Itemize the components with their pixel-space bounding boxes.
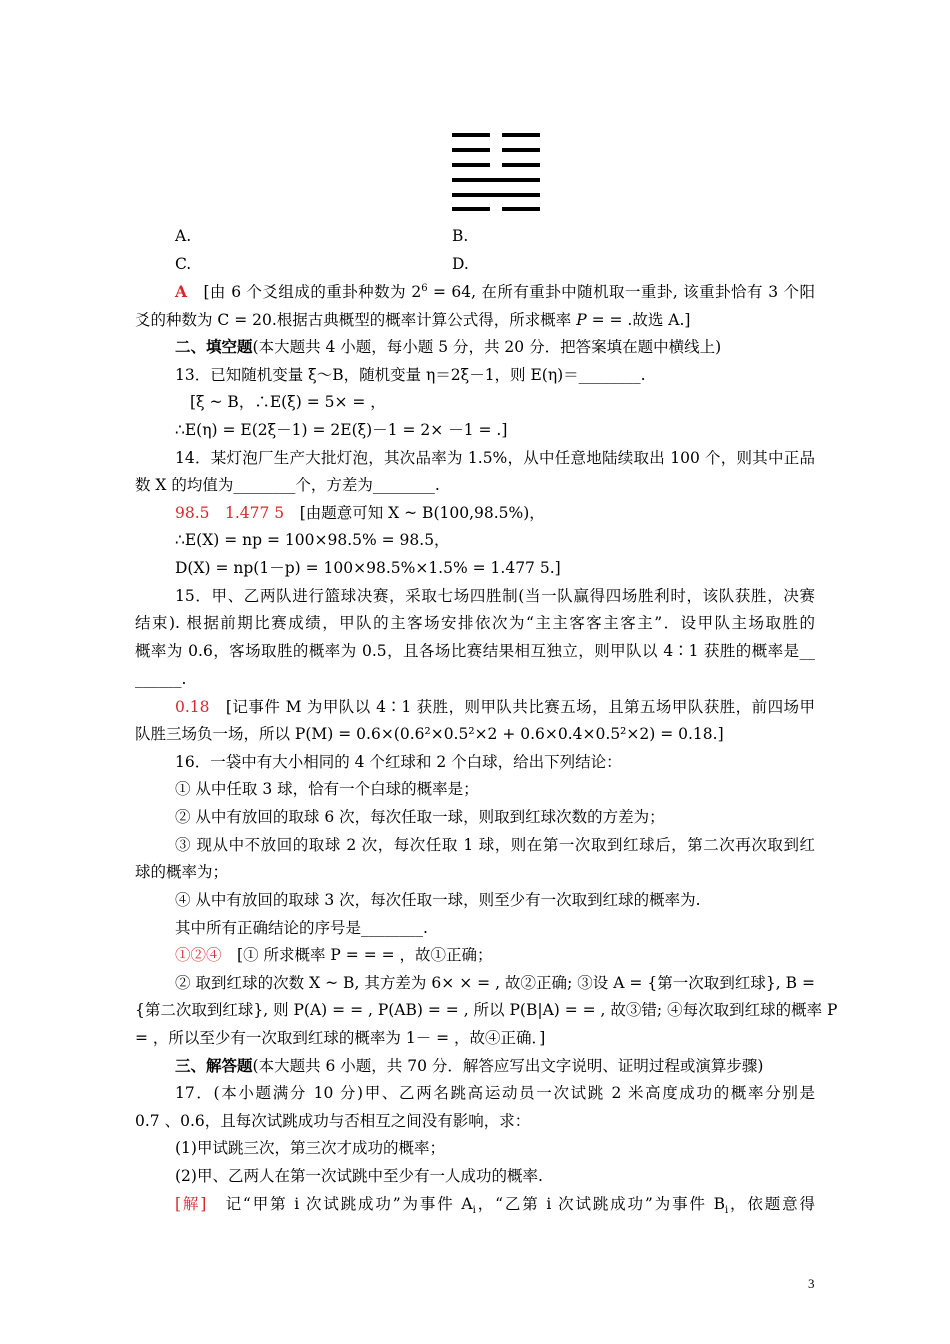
q15-stem-line1: 15．甲、乙两队进行篮球决赛，采取七场四胜制(当一队赢得四场胜利时，该队获胜，决赛 [175,587,815,605]
q16-conclusion-3b: 球的概率为； [135,863,229,881]
choice-b: B. [452,227,469,245]
q16-answer: ①②④ [① 所求概率 P = = = ，故①正确； [175,946,493,964]
q15-stem-line4: ______. [135,670,187,688]
q14-solution-line3: D(X) = np(1－p) = 100×98.5%×1.5% = 1.477 5.] [175,559,561,577]
q16-solution-line4: = ，所以至少有一次取到红球的概率为 1－ = ，故④正确．] [135,1029,546,1047]
q17-stem-line1: 17．(本小题满分 10 分)甲、乙两名跳高运动员一次试跳 2 米高度成功的概率分别是 [175,1084,815,1102]
q13-stem: 13．已知随机变量 ξ～B，随机变量 η＝2ξ－1，则 E(η)＝________. [175,366,646,384]
q12-answer-line1: A [由 6 个爻组成的重卦种数为 $2^6 = 64$, 在所有重卦中随机取一重卦, 该重卦恰有 3 个阳 [175,282,815,301]
q17-part1: (1)甲试跳三次，第三次才成功的概率； [175,1139,445,1157]
q16-solution-line2: ② 取到红球的次数 X ~ B, 其方差为 6× × = , 故②正确; ③设 A = {第一次取到红球}, B = [175,974,815,992]
q14-stem-line1: 14．某灯泡厂生产大批灯泡，其次品率为 1.5%，从中任意地陆续取出 100 个，则其中正品 [175,449,815,467]
q15-answer: 0.18 [记事件 M 为甲队以 4∶1 获胜，则甲队共比赛五场，且第五场甲队获胜，前四场甲 [175,698,815,716]
q13-solution-line2: ∴E(η) = E(2ξ－1) = 2E(ξ)－1 = 2× －1 = .] [175,421,508,439]
hexagram-icon [452,133,540,213]
choice-c: C. [175,255,192,273]
q17-solution: [解] 记“甲第 i 次试跳成功”为事件 $A_i$，“乙第 i 次试跳成功”为事件 $B_i$，依题意得 [175,1195,815,1217]
q14-stem-line2: 数 X 的均值为________个，方差为________. [135,476,440,494]
section2-heading: 二、填空题(本大题共 4 小题，每小题 5 分，共 20 分．把答案填在题中横线上) [175,337,722,356]
q14-solution-line2: ∴E(X) = np = 100×98.5% = 98.5， [175,531,450,549]
choice-d: D. [452,255,469,273]
q16-ask: 其中所有正确结论的序号是________. [175,919,428,937]
q17-part2: (2)甲、乙两人在第一次试跳中至少有一人成功的概率. [175,1167,543,1185]
page-number: 3 [808,1276,815,1291]
q16-conclusion-4: ④ 从中有放回的取球 3 次，每次任取一球，则至少有一次取到红球的概率为. [175,891,701,909]
q16-stem: 16．一袋中有大小相同的 4 个红球和 2 个白球，给出下列结论： [175,753,622,771]
q15-stem-line3: 概率为 0.6，客场取胜的概率为 0.5，且各场比赛结果相互独立，则甲队以 4∶1 获胜的概率是__ [135,642,815,660]
q17-stem-line2: 0.7 、0.6，且每次试跳成功与否相互之间没有影响，求： [135,1112,531,1130]
q15-solution-line2: 队胜三场负一场，所以 P(M) = 0.6×(0.6²×0.5²×2 + 0.6×0.4×0.5²×2) = 0.18.] [135,725,724,743]
q16-conclusion-1: ① 从中任取 3 球，恰有一个白球的概率是； [175,780,479,798]
q12-answer-line2: 爻的种数为 C = 20.根据古典概型的概率计算公式得，所求概率 P = = .故选 A.] [135,311,691,329]
q13-solution-line1: [ξ ~ B，∴E(ξ) = 5× = ， [190,393,386,411]
q14-answer: 98.5 1.477 5 [由题意可知 X ~ B(100,98.5%)， [175,504,545,522]
q15-stem-line2: 结束). 根据前期比赛成绩，甲队的主客场安排依次为“主主客客主客主”．设甲队主场取胜的 [135,614,815,632]
choice-a: A. [175,227,192,245]
q16-conclusion-3a: ③ 现从中不放回的取球 2 次，每次任取 1 球，则在第一次取到红球后，第二次再次取到红 [175,836,815,854]
q16-solution-line3: {第二次取到红球}, 则 P(A) = = , P(AB) = = , 所以 P(B|A) = = , 故③错; ④每次取到红球的概率 P [135,1001,838,1019]
q16-conclusion-2: ② 从中有放回的取球 6 次，每次任取一球，则取到红球次数的方差为； [175,808,665,826]
section3-heading: 三、解答题(本大题共 6 小题，共 70 分．解答应写出文字说明、证明过程或演算步骤) [175,1056,764,1075]
